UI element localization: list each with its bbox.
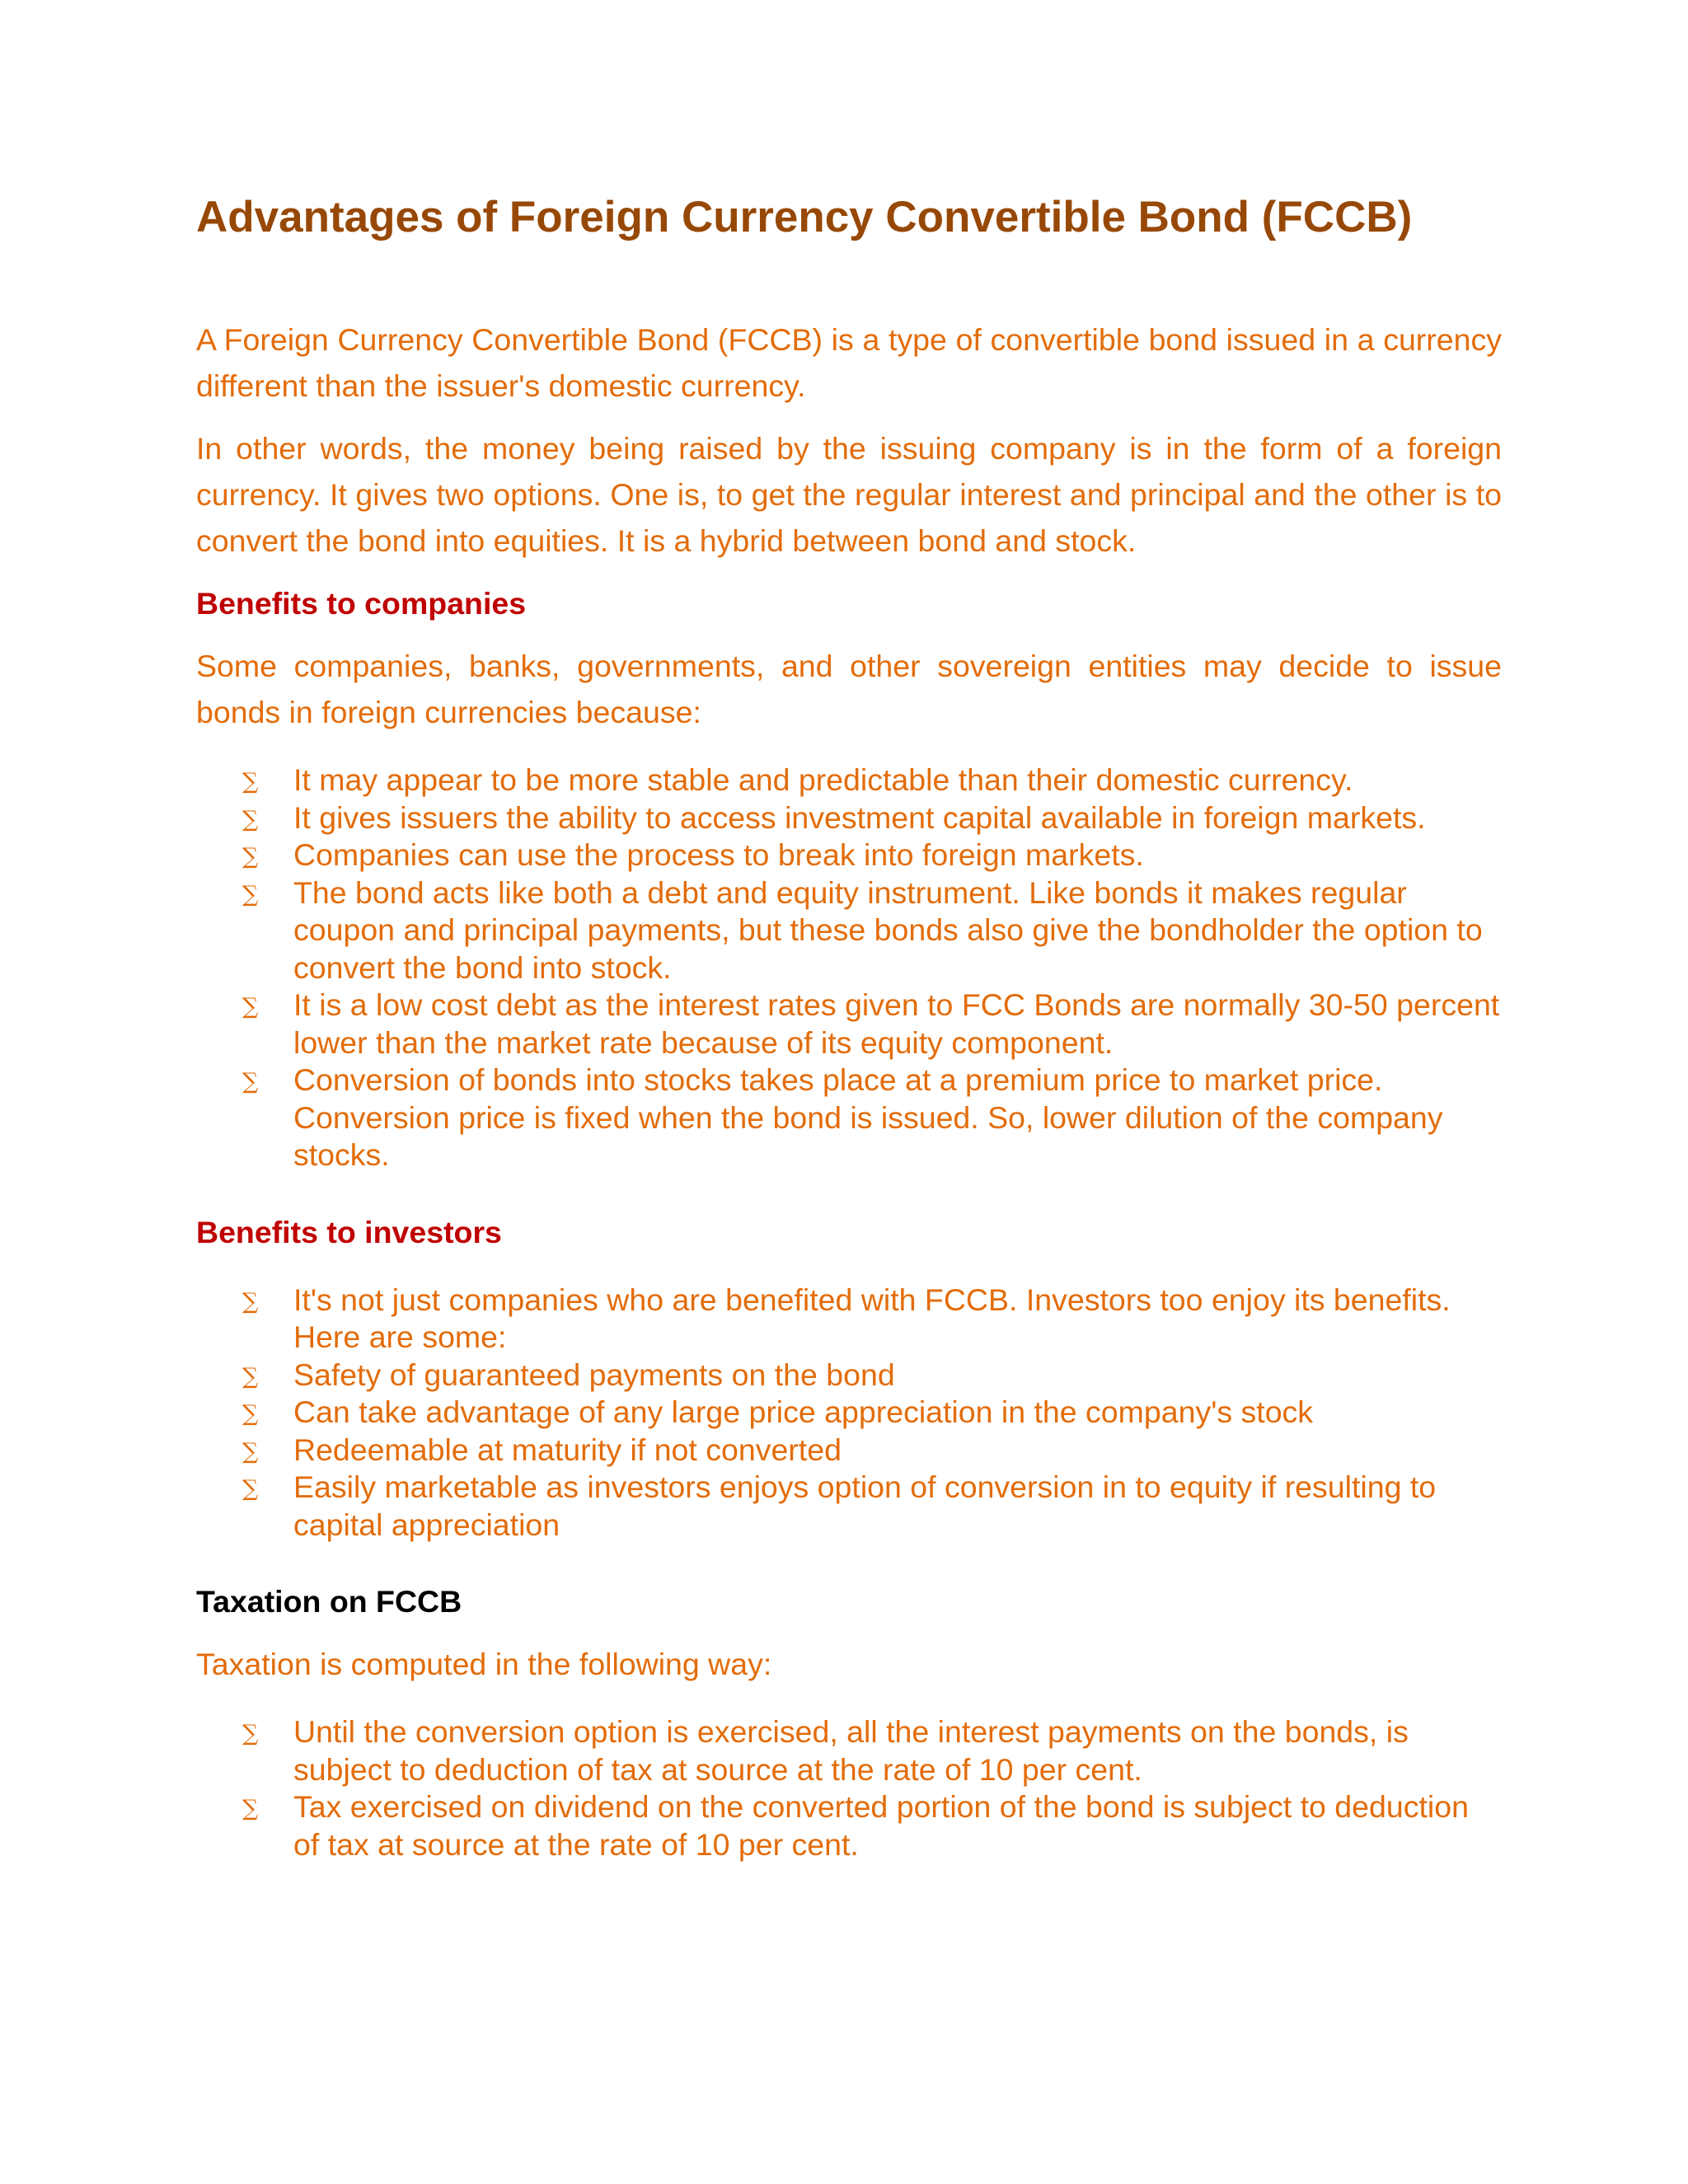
list-item	[196, 1357, 1502, 1394]
bullet-sigma-icon: ∑	[242, 1363, 259, 1390]
list-item	[196, 1394, 1502, 1432]
list-item	[196, 1788, 1502, 1863]
list-item-text: It's not just companies who are benefited with FCCB. Investors too enjoy its benefits. Here are some:	[293, 1282, 1451, 1354]
list-item-text: The bond acts like both a debt and equity instrument. Like bonds it makes regular coupon and principal payments, but these bonds also give the bondholder the option to convert the bond into stock.	[293, 874, 1483, 985]
companies-intro: Some companies, banks, governments, and other sovereign entities may decide to issue bonds in foreign currencies because:	[196, 649, 1502, 729]
list-item	[196, 837, 1502, 874]
list-item-text: It may appear to be more stable and predictable than their domestic currency.	[293, 762, 1353, 797]
list-item	[196, 799, 1502, 837]
list-item-text: Companies can use the process to break into foreign markets.	[293, 837, 1144, 872]
intro-paragraph-1: A Foreign Currency Convertible Bond (FCCB) is a type of convertible bond issued in a currency different than the issuer's domestic currency.	[196, 322, 1502, 403]
investors-heading: Benefits to investors	[196, 1214, 502, 1249]
list-item-text: It gives issuers the ability to access investment capital available in foreign markets.	[293, 799, 1426, 835]
bullet-sigma-icon: ∑	[242, 769, 259, 794]
bullet-sigma-icon: ∑	[242, 1438, 259, 1465]
list-item	[196, 1469, 1502, 1544]
list-item-text: It is a low cost debt as the interest rates given to FCC Bonds are normally 30-50 percent lower than the market rate because of its equity component.	[293, 987, 1500, 1060]
list-item	[196, 1282, 1502, 1357]
bullet-sigma-icon: ∑	[242, 1401, 259, 1427]
list-item-text: Easily marketable as investors enjoys option of conversion in to equity if resulting to capital appreciation	[293, 1469, 1437, 1542]
page-title: Advantages of Foreign Currency Convertible Bond (FCCB)	[196, 193, 1413, 241]
list-item	[196, 987, 1502, 1062]
taxation-bullet-list	[196, 1713, 1502, 1863]
taxation-heading: Taxation on FCCB	[196, 1584, 462, 1619]
companies-heading: Benefits to companies	[196, 586, 527, 621]
list-item	[196, 1062, 1502, 1174]
document-page	[196, 188, 1502, 1863]
bullet-sigma-icon: ∑	[242, 844, 259, 869]
list-item	[196, 874, 1502, 987]
taxation-intro: Taxation is computed in the following way:	[196, 1647, 772, 1681]
bullet-sigma-icon: ∑	[242, 881, 259, 907]
bullet-sigma-icon: ∑	[242, 1721, 259, 1746]
bullet-sigma-icon: ∑	[242, 1476, 259, 1502]
list-item-text: Tax exercised on dividend on the converted portion of the bond is subject to deduction of tax at source at the rate of 10 per cent.	[293, 1789, 1469, 1862]
list-item-text: Until the conversion option is exercised, all the interest payments on the bonds, is subject to deduction of tax at source at the rate of 10 per cent.	[293, 1714, 1409, 1787]
list-item	[196, 762, 1502, 799]
bullet-sigma-icon: ∑	[242, 1069, 259, 1094]
list-item	[196, 1713, 1502, 1788]
list-item-text: Can take advantage of any large price appreciation in the company's stock	[293, 1394, 1314, 1429]
bullet-sigma-icon: ∑	[242, 1288, 259, 1315]
list-item-text: Safety of guaranteed payments on the bond	[293, 1357, 895, 1392]
investors-bullet-list	[196, 1282, 1502, 1544]
list-item-text: Redeemable at maturity if not converted	[293, 1432, 842, 1467]
bullet-sigma-icon: ∑	[242, 806, 259, 832]
bullet-sigma-icon: ∑	[242, 1796, 259, 1821]
bullet-sigma-icon: ∑	[242, 994, 259, 1019]
list-item	[196, 1432, 1502, 1469]
list-item-text: Conversion of bonds into stocks takes place at a premium price to market price. Conversion price is fixed when the bond is issued. So, lower dilution of the company stocks.	[293, 1062, 1443, 1172]
intro-paragraph-2: In other words, the money being raised by the issuing company is in the form of a foreign currency. It gives two options. One is, to get the regular interest and principal and the other is to convert the bond into equities. It is a hybrid between bond and stock.	[196, 431, 1502, 558]
companies-bullet-list	[196, 762, 1502, 1174]
